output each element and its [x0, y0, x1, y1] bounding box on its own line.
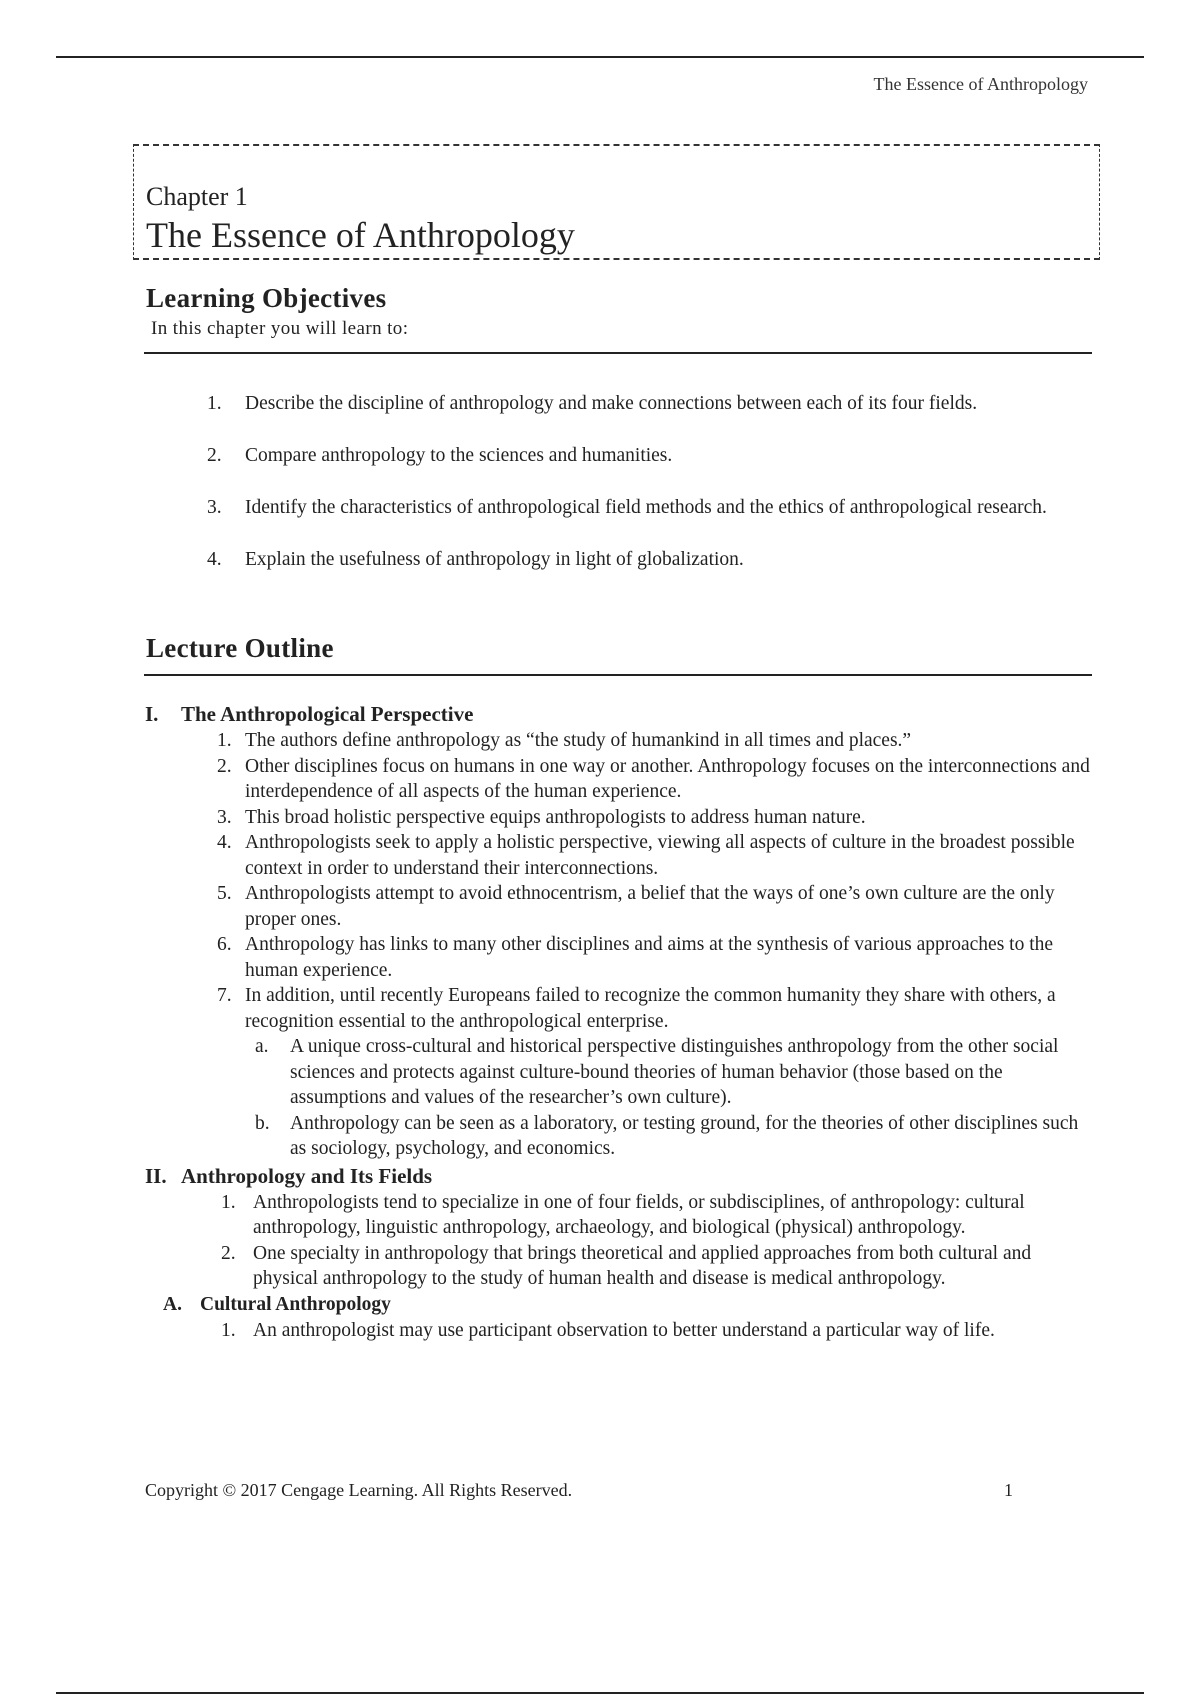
chapter-title: The Essence of Anthropology — [146, 215, 575, 255]
item-number: 3. — [217, 806, 232, 828]
top-rule — [56, 56, 1144, 58]
item-text: The authors define anthropology as “the study of humankind in all times and places.” — [245, 730, 912, 751]
item-number: 1. — [221, 1319, 236, 1341]
objective-text: Describe the discipline of anthropology and make connections between each of its four fields. — [245, 393, 978, 414]
objective-number: 2. — [207, 445, 222, 466]
item-number: 2. — [217, 755, 232, 777]
outline-subitem — [145, 1034, 1095, 1111]
objective-text: Compare anthropology to the sciences and humanities. — [245, 445, 673, 466]
outline-item — [145, 983, 1095, 1034]
section-numeral: I. — [145, 702, 159, 726]
section-heading — [145, 700, 1095, 728]
outline-item — [145, 830, 1095, 881]
objective-number: 1. — [207, 393, 222, 414]
objective-number: 4. — [207, 549, 222, 570]
subsection-letter: A. — [163, 1293, 182, 1315]
outline-item — [145, 1241, 1095, 1292]
section-title: The Anthropological Perspective — [181, 702, 474, 726]
section-title: Anthropology and Its Fields — [181, 1163, 433, 1188]
objective-item — [145, 482, 1095, 534]
section-numeral: II. — [145, 1163, 167, 1188]
item-text: Anthropologists seek to apply a holistic perspective, viewing all aspects of culture in the broadest possible context in order to understand their interconnections. — [245, 832, 1075, 879]
item-number: 7. — [217, 985, 232, 1006]
item-text: An anthropologist may use participant observation to better understand a particular way of life. — [253, 1319, 995, 1341]
subsection-heading — [145, 1292, 1095, 1318]
item-text: Other disciplines focus on humans in one way or another. Anthropology focuses on the interconnections and interdependence of all aspects of the human experience. — [245, 755, 1090, 802]
running-header: The Essence of Anthropology — [873, 74, 1088, 94]
bottom-rule — [56, 1692, 1144, 1694]
objective-text: Explain the usefulness of anthropology in light of globalization. — [245, 549, 744, 570]
outline-item — [145, 881, 1095, 932]
objective-item — [145, 430, 1095, 482]
objectives-intro: In this chapter you will learn to: — [151, 318, 409, 339]
chapter-label: Chapter 1 — [146, 182, 248, 211]
item-number: 1. — [221, 1191, 236, 1213]
lecture-outline-heading: Lecture Outline — [146, 633, 334, 663]
subitem-text: A unique cross-cultural and historical perspective distinguishes anthropology from the other social sciences and protects against culture-bound theories of human behavior (those based on the assumptions and values of the researcher’s own culture). — [290, 1036, 1059, 1108]
subsection-title: Cultural Anthropology — [200, 1293, 391, 1315]
item-text: This broad holistic perspective equips anthropologists to address human nature. — [245, 806, 866, 828]
item-text: One specialty in anthropology that brings theoretical and applied approaches from both cultural and physical anthropology to the study of human health and disease is medical anthropology. — [253, 1242, 1032, 1289]
item-text: Anthropologists attempt to avoid ethnocentrism, a belief that the ways of one’s own culture are the only proper ones. — [245, 883, 1055, 930]
item-number: 6. — [217, 934, 232, 955]
outline-subitem — [145, 1111, 1095, 1162]
section-heading — [145, 1162, 1095, 1190]
outline-rule — [144, 674, 1092, 676]
item-number: 5. — [217, 883, 232, 904]
outline-item — [145, 1190, 1095, 1241]
page-number: 1 — [1004, 1480, 1013, 1500]
subitem-text: Anthropology can be seen as a laboratory, or testing ground, for the theories of other disciplines such as sociology, psychology, and economics. — [290, 1112, 1079, 1159]
subitem-letter: a. — [255, 1036, 269, 1057]
objective-text: Identify the characteristics of anthropological field methods and the ethics of anthropological research. — [245, 497, 1047, 518]
outline-item — [145, 728, 1095, 754]
subitem-letter: b. — [255, 1112, 270, 1134]
objective-item — [145, 534, 1095, 586]
copyright-footer: Copyright © 2017 Cengage Learning. All Rights Reserved. — [145, 1480, 573, 1500]
learning-objectives-heading: Learning Objectives — [146, 283, 387, 313]
outline-item — [145, 1318, 1095, 1344]
item-number: 4. — [217, 832, 232, 853]
item-number: 2. — [221, 1242, 236, 1264]
outline-item — [145, 754, 1095, 805]
item-number: 1. — [217, 730, 232, 751]
item-text: Anthropology has links to many other disciplines and aims at the synthesis of various approaches to the human experience. — [245, 934, 1054, 981]
outline-item — [145, 805, 1095, 831]
objective-item — [145, 378, 1095, 430]
item-text: In addition, until recently Europeans failed to recognize the common humanity they share with others, a recognition essential to the anthropological enterprise. — [245, 985, 1056, 1032]
objectives-rule — [144, 352, 1092, 354]
chapter-title-box — [133, 144, 1100, 260]
item-text: Anthropologists tend to specialize in one of four fields, or subdisciplines, of anthropology: cultural anthropology, linguistic anthropology, archaeology, and biological (physical) anthropology. — [253, 1191, 1025, 1238]
objective-number: 3. — [207, 497, 222, 518]
lecture-outline — [145, 700, 1095, 1343]
outline-item — [145, 932, 1095, 983]
objectives-list — [145, 378, 1095, 586]
